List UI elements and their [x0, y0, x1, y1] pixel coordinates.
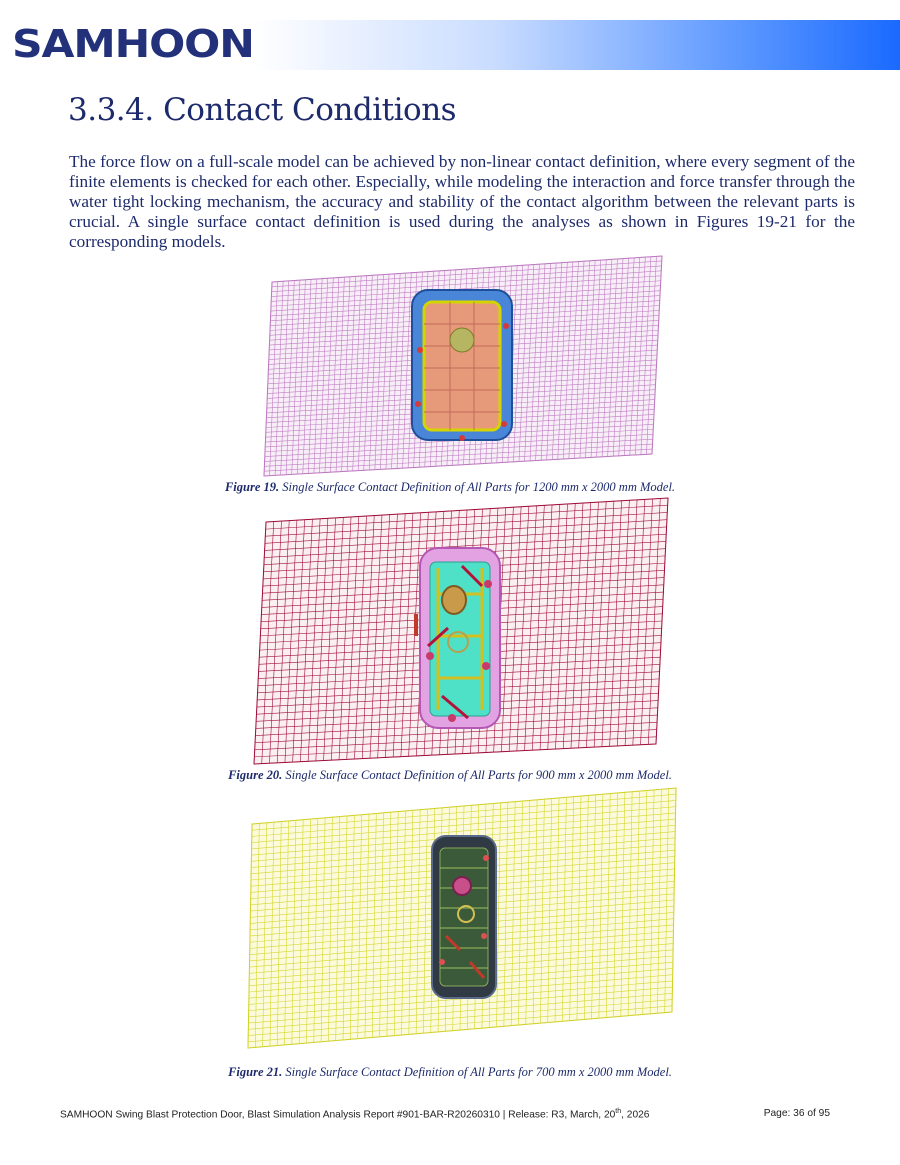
- figure-20-label: Figure 20.: [228, 768, 283, 782]
- section-title: 3.3.4. Contact Conditions: [68, 92, 457, 128]
- figure-19-caption: [0, 480, 900, 495]
- figure-20-caption-text: Single Surface Contact Definition of All Parts for 900 mm x 2000 mm Model.: [282, 768, 672, 782]
- figure-19-label: Figure 19.: [224, 480, 280, 494]
- figure-21-label: Figure 21.: [228, 1065, 283, 1079]
- door-model: [432, 836, 496, 998]
- body-paragraph: The force flow on a full-scale model can be achieved by non-linear contact definition, where every segment of the finite elements is checked for each other. Especially, while modeling the interaction and force transfer through the water tight locking mechanism, the accuracy and stability of the contact algorithm between the relevant parts is crucial. A single surface contact definition is used during the analyses as shown in Figures 19-21 for the corresponding models.: [69, 152, 855, 251]
- footer-document-info: [60, 1108, 649, 1120]
- figure-21-mesh-image: [246, 786, 680, 1050]
- footer-doc-sup: th: [615, 1108, 622, 1115]
- figure-21-caption-text: Single Surface Contact Definition of All Parts for 700 mm x 2000 mm Model.: [282, 1065, 672, 1079]
- footer-doc-suffix: , 2026: [621, 1109, 650, 1121]
- door-model: [412, 290, 512, 441]
- figure-21-caption: [0, 1065, 900, 1080]
- figure-20-caption: [0, 768, 900, 783]
- figure-19-mesh-image: [262, 254, 664, 480]
- door-model: [414, 548, 500, 728]
- figure-19-caption-text: Single Surface Contact Definition of All Parts for 1200 mm x 2000 mm Model.: [279, 480, 676, 494]
- company-logo: SAMHOON: [12, 22, 254, 66]
- figure-20-mesh-image: [252, 496, 672, 766]
- footer-doc-prefix: SAMHOON Swing Blast Protection Door, Blast Simulation Analysis Report #901-BAR-R20260310 | Release: R3, March, 20: [60, 1109, 616, 1121]
- footer-page-number: Page: 36 of 95: [763, 1108, 830, 1119]
